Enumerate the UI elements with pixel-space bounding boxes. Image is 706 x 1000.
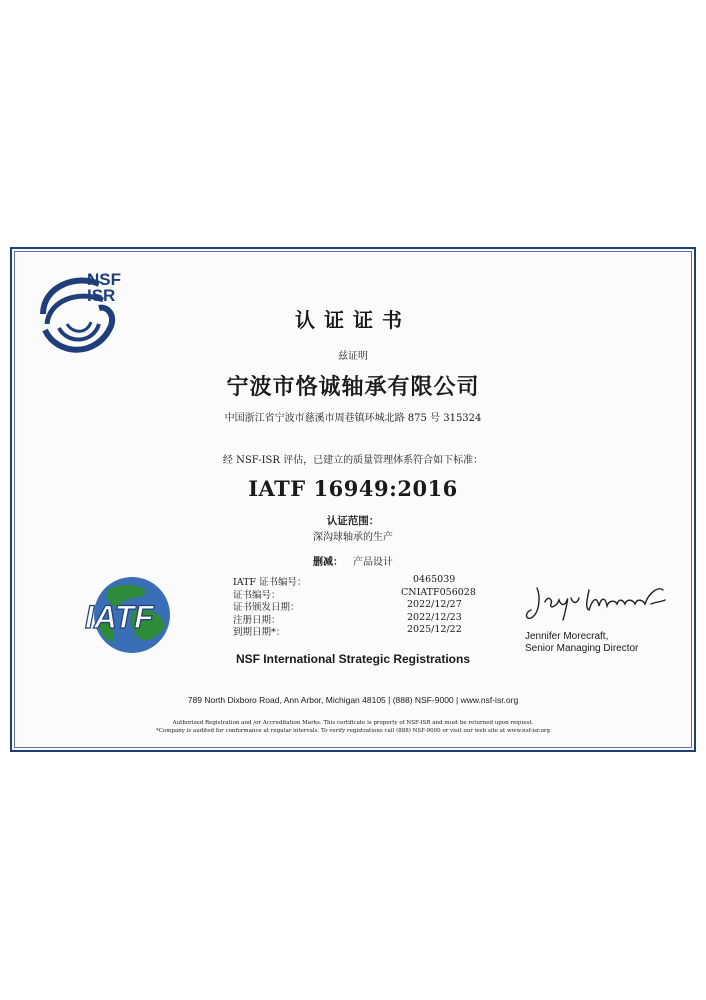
- company-name: 宁波市恪诚轴承有限公司: [226, 374, 480, 400]
- detail-value: 2022/12/27: [407, 599, 462, 610]
- fine-print-line: Authorized Registration and /or Accreditation Marks. This certificate is property of NSF-ISR and must be returned upon request.: [172, 720, 534, 726]
- logo-nsf-text: NSF: [87, 270, 121, 289]
- company-address: 中国浙江省宁波市慈溪市周巷镇环城北路 875 号 315324: [224, 413, 482, 424]
- detail-row: [233, 624, 493, 637]
- organization-address: 789 North Dixboro Road, Ann Arbor, Michigan 48105 | (888) NSF-9000 | www.nsf-isr.org: [187, 695, 519, 705]
- certificate-details: [233, 574, 493, 637]
- detail-label: IATF 证书编号：: [233, 577, 307, 588]
- detail-label: 证书颁发日期：: [233, 602, 300, 613]
- scope-label: 认证范围：: [326, 515, 380, 527]
- detail-value: 0465039: [413, 574, 456, 585]
- certificate-frame: [10, 247, 696, 752]
- assessment-statement: 经 NSF-ISR 评估，已建立的质量管理体系符合如下标准：: [222, 455, 484, 466]
- iatf-logo: [77, 570, 177, 660]
- organization-name: NSF International Strategic Registrations: [235, 652, 471, 666]
- detail-label: 到期日期*：: [233, 627, 286, 638]
- standard-name: IATF 16949:2016: [248, 476, 458, 501]
- signer-name: Jennifer Morecraft,: [525, 631, 609, 642]
- detail-value: CNIATF056028: [401, 586, 476, 598]
- exclusion-line: [15, 553, 691, 568]
- exclusion-label: 删减：: [313, 557, 343, 568]
- logo-isr-text: ISR: [87, 286, 116, 305]
- hereby-text: 兹证明: [338, 351, 368, 362]
- detail-row: [233, 612, 493, 625]
- signature: [523, 584, 673, 624]
- detail-row: [233, 574, 493, 587]
- certificate-title: 认证证书: [295, 308, 411, 332]
- iatf-logo-text: IATF: [85, 599, 154, 635]
- detail-row: [233, 599, 493, 612]
- handwritten-signature-icon: [523, 584, 673, 624]
- exclusion-value: 产品设计: [353, 557, 393, 568]
- signer-title: Senior Managing Director: [525, 643, 639, 654]
- detail-label: 注册日期：: [233, 614, 281, 626]
- detail-label: 证书编号：: [233, 589, 281, 601]
- iatf-globe-icon: [77, 570, 177, 660]
- detail-row: [233, 587, 493, 600]
- fine-print-line: *Company is audited for conformance at regular intervals. To verify registrations call (888) NSF-9000 or visit our web site at www.nsf-isr.org: [155, 728, 551, 734]
- detail-value: 2025/12/22: [407, 624, 462, 635]
- scope-value: 深沟球轴承的生产: [313, 532, 393, 543]
- certificate-inner-border: [14, 251, 692, 748]
- detail-value: 2022/12/23: [407, 611, 462, 623]
